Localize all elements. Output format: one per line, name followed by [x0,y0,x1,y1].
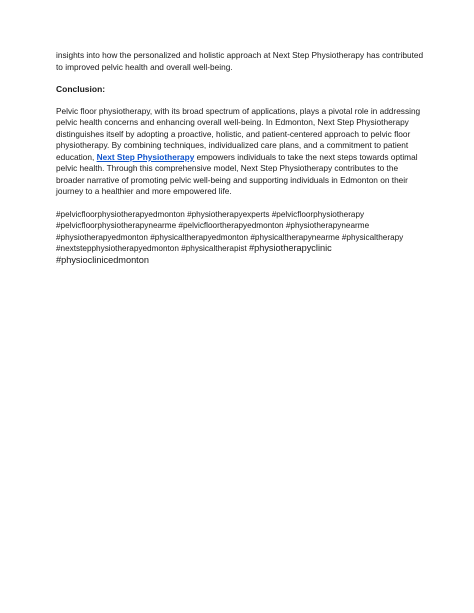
hashtags-main: #pelvicfloorphysiotherapyedmonton #physiotherapyexperts #pelvicfloorphysiotherapy #pelvicfloorphysiotherapynearme #pelvicfloortherapyedmonton #physiotherapynearme #physiotherapyedmonton #physicaltherapyedmonton #physicaltherapynearme #physicaltherapy #nextstepphysiotherapyedmonton #physicaltherapist [56,209,404,254]
hashtags-paragraph [56,209,426,267]
conclusion-paragraph [56,106,426,198]
conclusion-text-end: empowers individuals to take the next steps towards optimal pelvic health. Through this comprehensive model, Next Step Physiotherapy contributes to the broader narrative of promoting pelvic well-being and supporting individuals in Edmonton on their journey to a healthier and more empowered life. [56,151,418,196]
next-step-physiotherapy-link[interactable]: Next Step Physiotherapy [96,151,195,162]
intro-paragraph: insights into how the personalized and holistic approach at Next Step Physiotherapy has contributed to improved pelvic health and overall well-being. [56,50,424,72]
conclusion-heading: Conclusion: [56,84,106,94]
hashtags-tail: #physiotherapyclinic #physioclinicedmonton [56,243,332,265]
conclusion-text-start: Pelvic floor physiotherapy, with its broad spectrum of applications, plays a pivotal role in addressing pelvic health concerns and enhancing overall well-being. In Edmonton, Next Step Physiotherapy distinguishes itself by adopting a proactive, holistic, and patient-centered approach to pelvic floor physiotherapy. By combining techniques, individualized care plans, and a commitment to patient education, [56,105,421,162]
page-content [56,50,426,266]
